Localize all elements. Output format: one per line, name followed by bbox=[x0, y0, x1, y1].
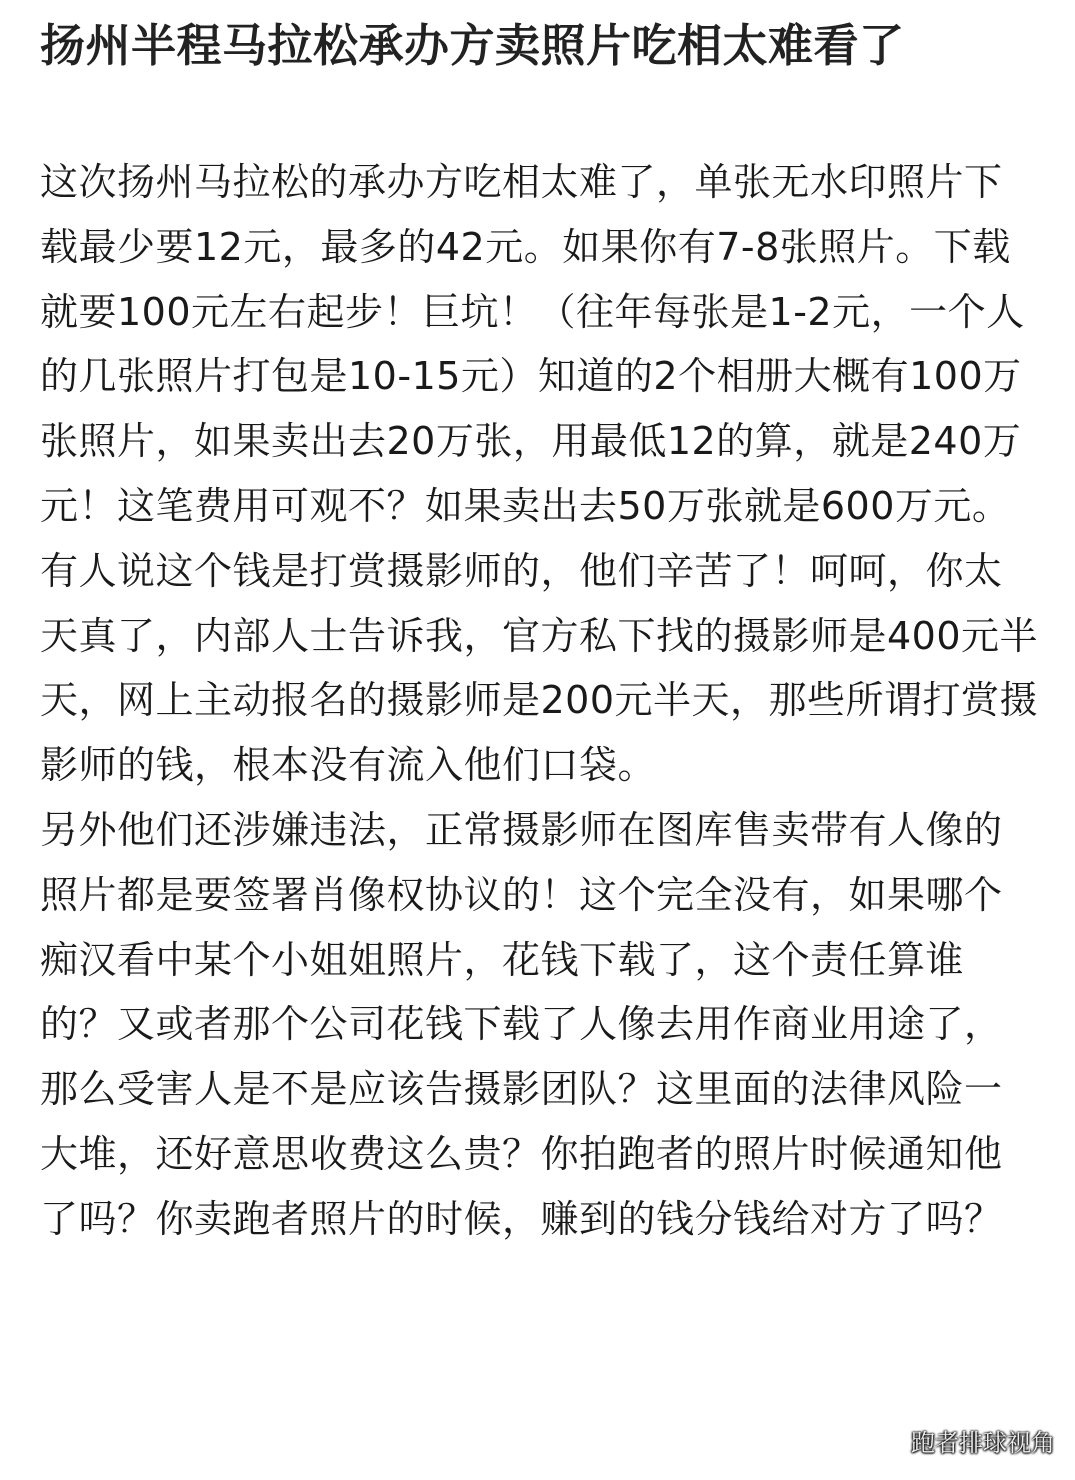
article-body bbox=[40, 150, 1040, 1252]
source-watermark bbox=[881, 1428, 1055, 1458]
article-paragraph-1: 这次扬州马拉松的承办方吃相太难了，单张无水印照片下载最少要12元，最多的42元。如果你有7-8张照片。下载就要100元左右起步！巨坑！（往年每张是1-2元，一个人的几张照片打包是10-15元）知道的2个相册大概有100万张照片，如果卖出去20万张，用最低12的算，就是240万元！这笔费用可观不？如果卖出去50万张就是600万元。 bbox=[40, 160, 1025, 528]
article-title: 扬州半程马拉松承办方卖照片吃相太难看了 bbox=[40, 19, 905, 72]
flower-logo-icon bbox=[881, 1432, 903, 1454]
watermark-text: 跑者排球视角 bbox=[911, 1429, 1055, 1457]
article-paragraph-3: 另外他们还涉嫌违法，正常摄影师在图库售卖带有人像的照片都是要签署肖像权协议的！这个完全没有，如果哪个痴汉看中某个小姐姐照片，花钱下载了，这个责任算谁的？又或者那个公司花钱下载了人像去用作商业用途了，那么受害人是不是应该告摄影团队？这里面的法律风险一大堆，还好意思收费这么贵？你拍跑者的照片时候通知他了吗？你卖跑者照片的时候，赚到的钱分钱给对方了吗？ bbox=[40, 807, 1003, 1241]
article-paragraph-2: 有人说这个钱是打赏摄影师的，他们辛苦了！呵呵，你太天真了，内部人士告诉我，官方私下找的摄影师是400元半天，网上主动报名的摄影师是200元半天，那些所谓打赏摄影师的钱，根本没有流入他们口袋。 bbox=[40, 548, 1039, 788]
